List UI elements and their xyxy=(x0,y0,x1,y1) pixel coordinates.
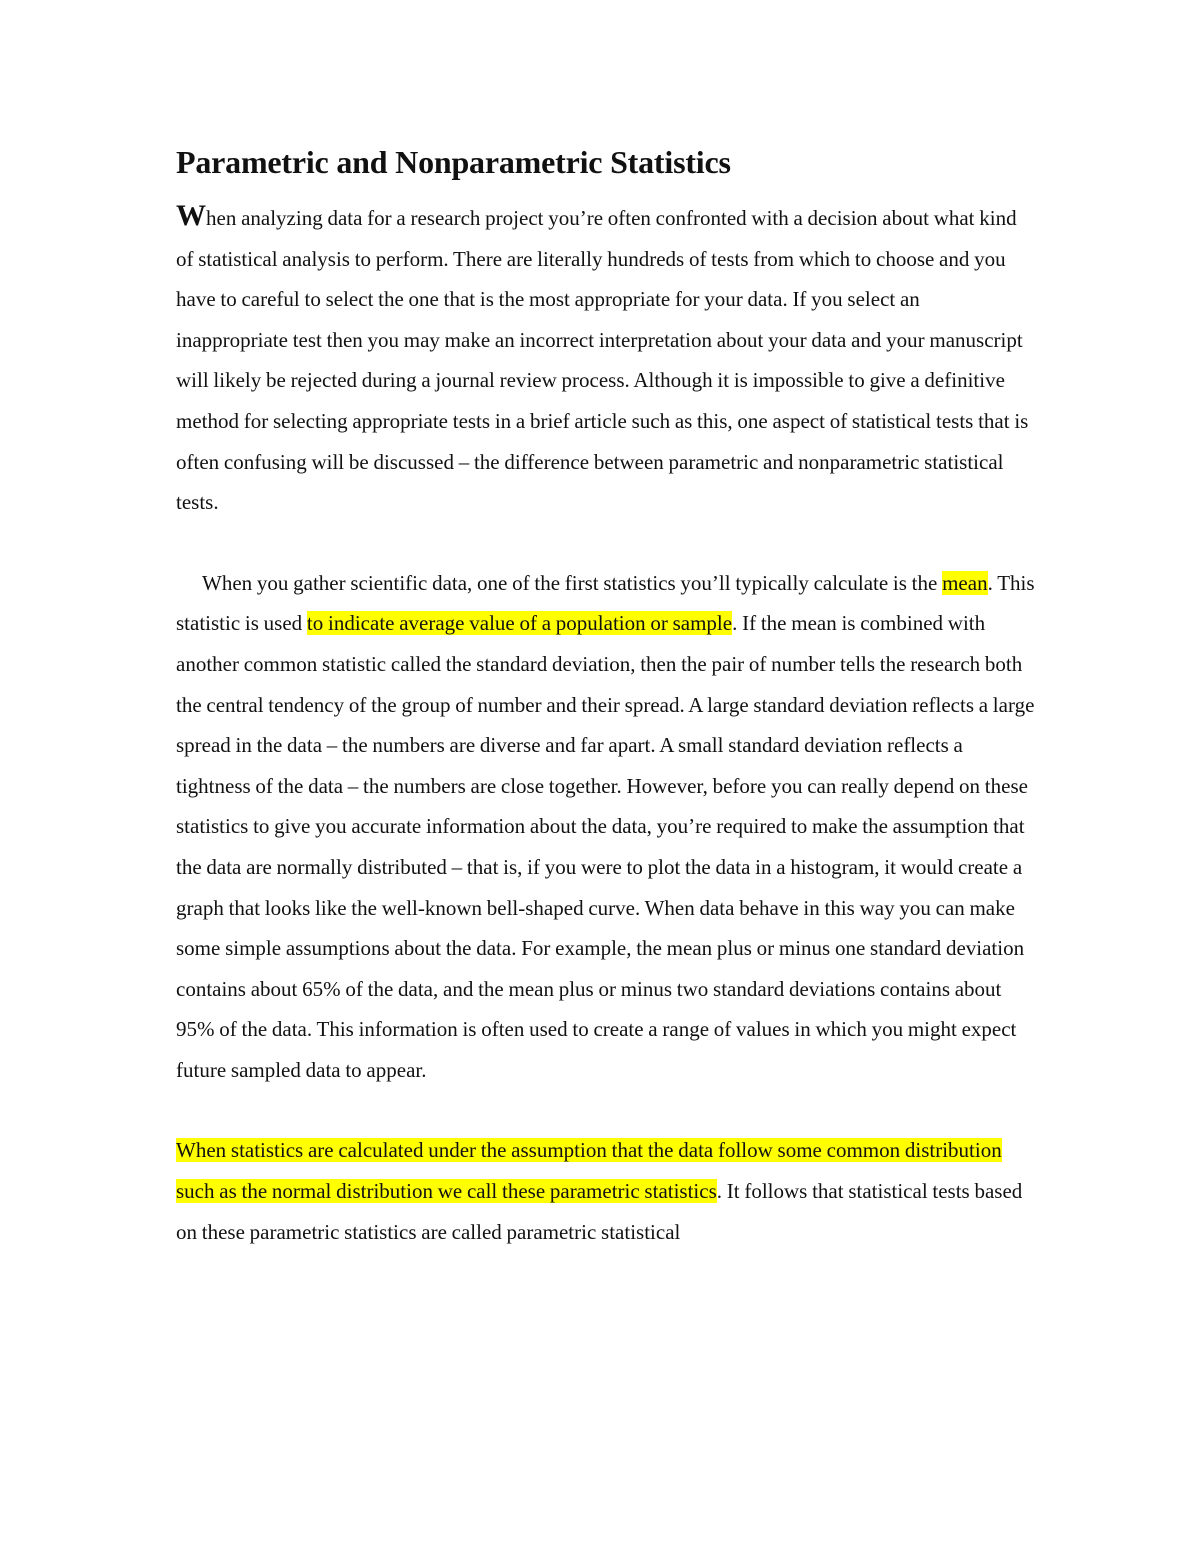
drop-cap: W xyxy=(176,199,206,232)
highlight-mean-definition: to indicate average value of a population or sample xyxy=(306,611,733,636)
paragraph-intro xyxy=(176,198,1036,523)
paragraph-parametric xyxy=(176,1130,1036,1252)
paragraph-parametric-text: . It follows that statistical tests based on these parametric statistics are called parametric statistical xyxy=(176,1179,1023,1244)
paragraph-mean-text-2: . This statistic is used xyxy=(176,570,1035,636)
paragraph-mean-text-1: When you gather scientific data, one of the first statistics you’ll typically calculate is the xyxy=(202,570,943,595)
paragraph-mean-text-3: . If the mean is combined with another common statistic called the standard deviation, then the pair of number tells the research both the central tendency of the group of number and their spread. A large standard deviation reflects a large spread in the data – the numbers are diverse and far apart. A small standard deviation reflects a tightness of the data – the numbers are close together. However, before you can really depend on these statistics to give you accurate information about the data, you’re required to make the assumption that the data are normally distributed – that is, if you were to plot the data in a histogram, it would create a graph that looks like the well-known bell-shaped curve. When data behave in this way you can make some simple assumptions about the data. For example, the mean plus or minus one standard deviation contains about 65% of the data, and the mean plus or minus two standard deviations contains about 95% of the data. This information is often used to create a range of values in which you might expect future sampled data to appear. xyxy=(176,611,1035,1082)
highlight-parametric-definition: When statistics are calculated under the assumption that the data follow some common distribution such as the normal distribution we call these parametric statistics xyxy=(176,1138,1002,1204)
paragraph-intro-text: hen analyzing data for a research project you’re often confronted with a decision about what kind of statistical analysis to perform. There are literally hundreds of tests from which to choose and you have to careful to select the one that is the most appropriate for your data. If you select an inappropriate test then you may make an incorrect interpretation about your data and your manuscript will likely be rejected during a journal review process. Although it is impossible to give a definitive method for selecting appropriate tests in a brief article such as this, one aspect of statistical tests that is often confusing will be discussed – the difference between parametric and nonparametric statistical tests. xyxy=(176,206,1029,515)
document-body xyxy=(176,138,1036,1252)
document-title: Parametric and Nonparametric Statistics xyxy=(176,144,731,180)
highlight-mean: mean xyxy=(942,570,988,595)
paragraph-mean xyxy=(176,563,1036,1091)
